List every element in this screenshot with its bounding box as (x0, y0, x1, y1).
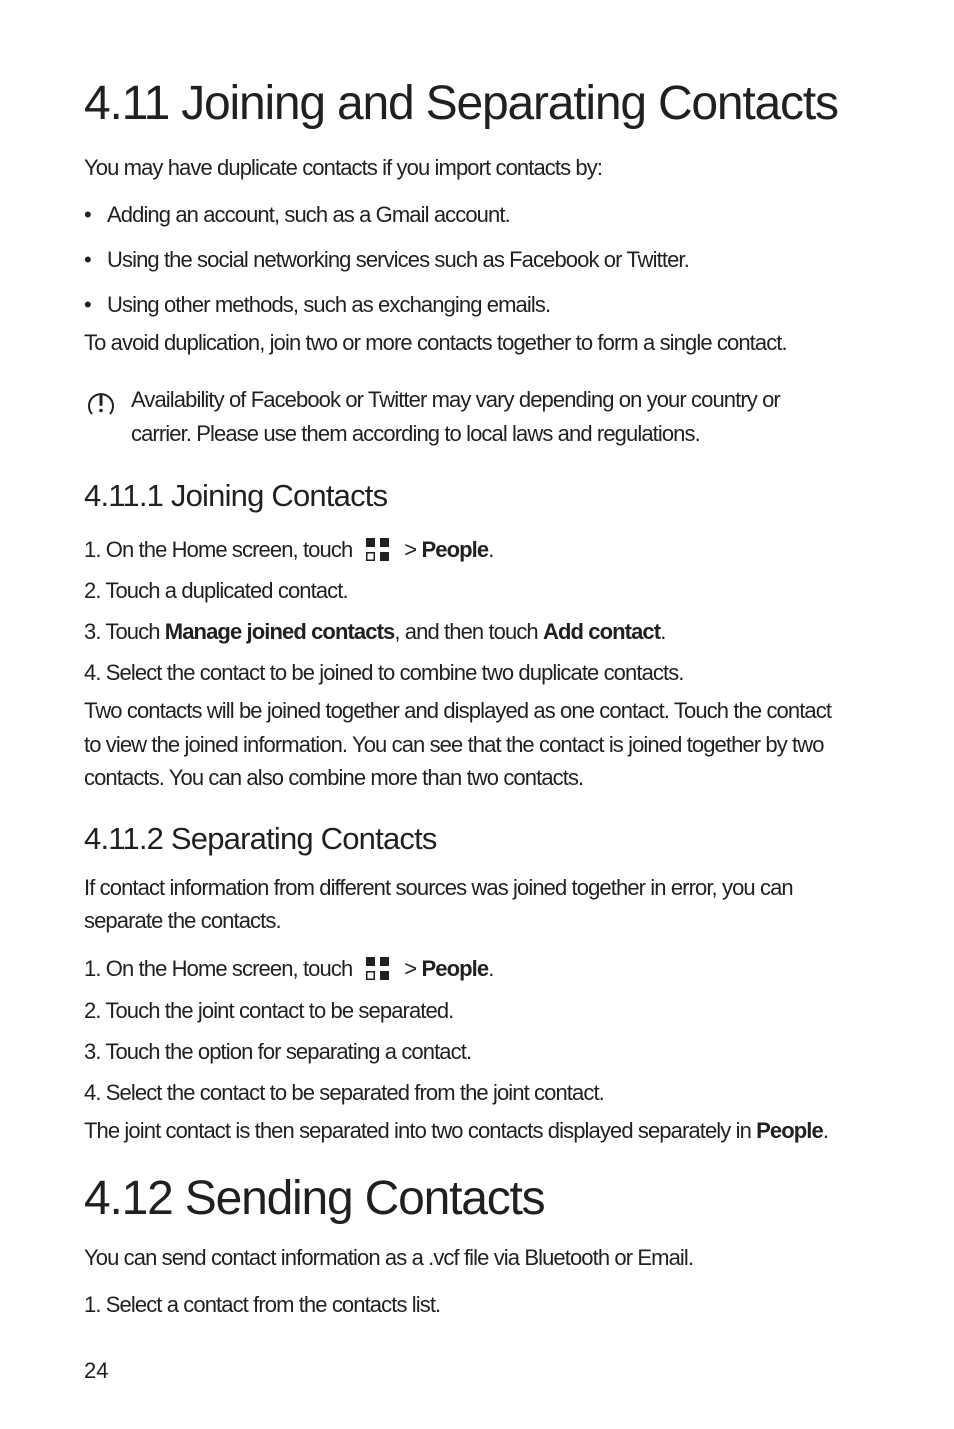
note-line-1: Availability of Facebook or Twitter may vary depending on your country or (131, 387, 780, 412)
separate-intro-line-1: If contact information from different sources was joined together in error, you can (84, 875, 793, 900)
joined-paragraph-line-2: to view the joined information. You can see that the contact is joined together by two (84, 732, 824, 757)
separate-intro-line-2: separate the contacts. (84, 908, 281, 933)
step-1: 1. On the Home screen, touch > People. (84, 956, 494, 981)
intro-paragraph: You may have duplicate contacts if you import contacts by: (84, 155, 603, 180)
list-item-text: Adding an account, such as a Gmail account. (107, 202, 510, 227)
note-line-2: carrier. Please use them according to local laws and regulations. (131, 421, 700, 446)
heading-4-11: 4.11 Joining and Separating Contacts (84, 77, 838, 130)
heading-4-11-1: 4.11.1 Joining Contacts (84, 478, 388, 513)
list-item-text: Using the social networking services such as Facebook or Twitter. (107, 247, 689, 272)
step-2: 2. Touch the joint contact to be separated. (84, 998, 454, 1023)
heading-4-12: 4.12 Sending Contacts (84, 1172, 545, 1225)
joined-paragraph-line-3: contacts. You can also combine more than two contacts. (84, 765, 584, 790)
step-3: 3. Touch the option for separating a contact. (84, 1039, 472, 1064)
step-2: 2. Touch a duplicated contact. (84, 578, 348, 603)
joined-paragraph-line-1: Two contacts will be joined together and displayed as one contact. Touch the contact (84, 698, 832, 723)
send-intro: You can send contact information as a .vcf file via Bluetooth or Email. (84, 1245, 694, 1270)
all-apps-grid-icon (366, 957, 390, 981)
step-1: 1. Select a contact from the contacts list. (84, 1292, 441, 1317)
step-4: 4. Select the contact to be joined to combine two duplicate contacts. (84, 660, 684, 685)
step-1: 1. On the Home screen, touch > People. (84, 537, 494, 562)
page-number: 24 (84, 1358, 109, 1383)
caution-icon (86, 388, 116, 418)
step-4: 4. Select the contact to be separated from the joint contact. (84, 1080, 604, 1105)
avoid-paragraph: To avoid duplication, join two or more contacts together to form a single contact. (84, 330, 787, 355)
heading-4-11-2: 4.11.2 Separating Contacts (84, 821, 437, 856)
result-paragraph: The joint contact is then separated into two contacts displayed separately in People. (84, 1118, 829, 1143)
all-apps-grid-icon (366, 538, 390, 562)
list-item-text: Using other methods, such as exchanging emails. (107, 292, 551, 317)
step-3: 3. Touch Manage joined contacts, and then touch Add contact. (84, 619, 666, 644)
